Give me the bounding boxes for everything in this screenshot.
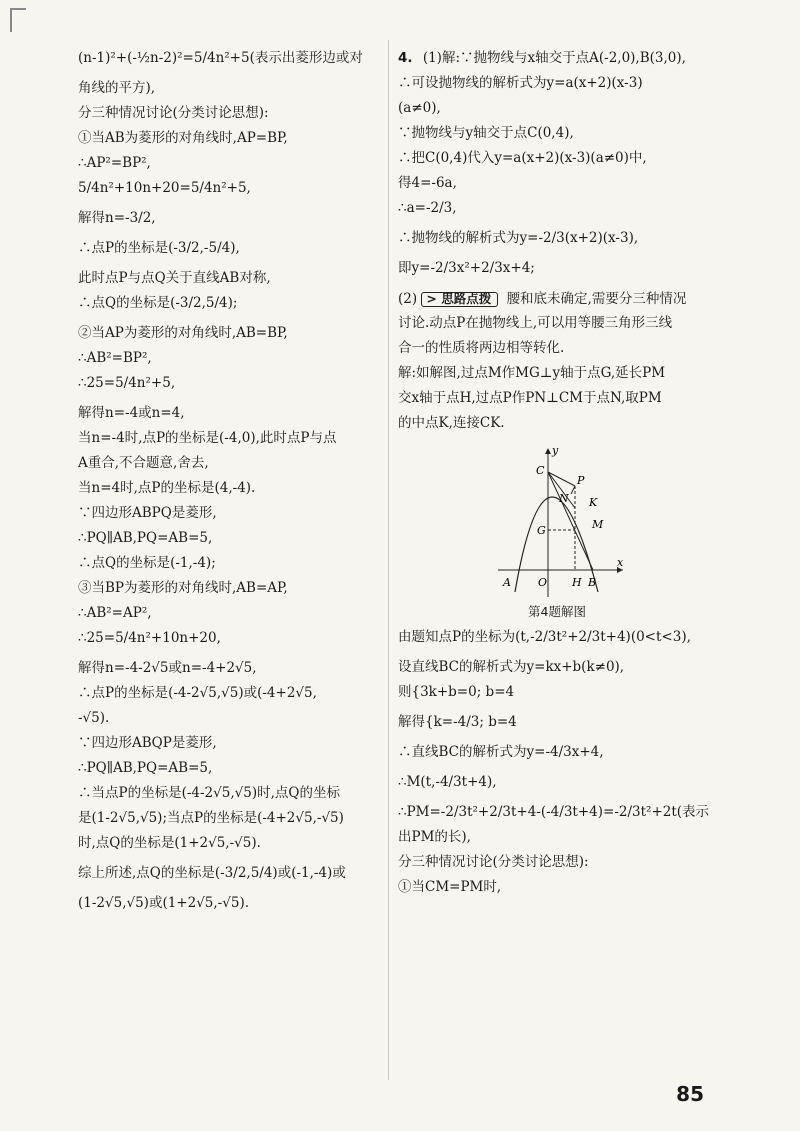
text-line: 得4=-6a, [398,175,457,191]
text-line: 综上所述,点Q的坐标是(-3/2,5/4)或(-1,-4)或 [78,865,346,881]
text-line: ∴M(t,-4/3t+4), [398,773,497,790]
page-number: 85 [676,1082,704,1106]
label-b: B [588,576,597,589]
text-line: 是(1-2√5,√5);当点P的坐标是(-4+2√5,-√5) [78,810,344,826]
line-cb [548,472,593,570]
text-line: ∵四边形ABQP是菱形, [78,735,217,751]
text-line: 腰和底未确定,需要分三种情况 [506,291,687,307]
text-line: ③当BP为菱形的对角线时,AB=AP, [78,580,288,596]
text-line: ∴当点P的坐标是(-4-2√5,√5)时,点Q的坐标 [78,785,340,801]
text-line: ∴AB²=BP², [78,350,152,366]
text-line: ∴PM=-2/3t²+2/3t+4-(-4/3t+4)=-2/3t²+2t(表示 [398,803,710,820]
text-line: (n-1)²+(-½n-2)²=5/4n²+5(表示出菱形边或对 [78,50,363,66]
left-column [78,52,383,922]
parabola-curve [515,497,598,592]
label-n: N [559,492,569,505]
label-c: C [536,464,545,477]
text-line: 角线的平方), [78,80,156,96]
text-line: ②当AP为菱形的对角线时,AB=BP, [78,325,288,341]
text-line: ∴PQ∥AB,PQ=AB=5, [78,760,213,776]
label-p: P [577,474,585,487]
question-number: 4. [398,50,413,66]
label-m: M [592,518,604,531]
label-h: H [572,576,582,589]
text-line: 解得n=-4-2√5或n=-4+2√5, [78,660,257,676]
text-line: (a≠0), [398,100,441,116]
text-line: ∴AP²=BP², [78,155,151,171]
text-line: ∴把C(0,4)代入y=a(x+2)(x-3)(a≠0)中, [398,150,647,166]
label-g: G [537,524,546,537]
text-line: 分三种情况讨论(分类讨论思想): [398,853,589,870]
label-a: A [503,576,511,589]
text-line: 出PM的长), [398,828,471,845]
line-cp [548,472,575,486]
text-line: 解:如解图,过点M作MG⊥y轴于点G,延长PM [398,365,666,381]
text-line: ∴25=5/4n²+10n+20, [78,630,221,646]
text-line: 解得n=-4或n=4, [78,405,185,421]
right-column [398,52,716,906]
text-line: 此时点P与点Q关于直线AB对称, [78,270,271,286]
line-pn [571,486,575,494]
text-line: 的中点K,连接CK. [398,415,505,431]
label-x: x [617,556,624,569]
text-line: ①当CM=PM时, [398,878,502,895]
text-line: 讨论.动点P在抛物线上,可以用等腰三角形三线 [398,315,673,331]
text-line: 交x轴于点H,过点P作PN⊥CM于点N,取PM [398,390,662,406]
text-line: -√5). [78,710,110,726]
hint-badge: > 思路点拨 [421,292,498,307]
text-line: ∴直线BC的解析式为y=-4/3x+4, [398,743,604,760]
text-line: ∴25=5/4n²+5, [78,375,176,391]
text-line: ∴a=-2/3, [398,200,457,216]
text-line: 则{3k+b=0; b=4 [398,683,515,700]
text-line: ∴点Q的坐标是(-1,-4); [78,555,216,571]
text-line: 设直线BC的解析式为y=kx+b(k≠0), [398,658,625,675]
solution-figure [398,442,716,602]
text-line: 解得n=-3/2, [78,210,156,226]
hint-badge-label: 思路点拨 [441,291,492,306]
text-line: ∴PQ∥AB,PQ=AB=5, [78,530,213,546]
parabola-diagram [493,442,633,602]
text-line: 分三种情况讨论(分类讨论思想): [78,105,269,121]
text-line: 5/4n²+10n+20=5/4n²+5, [78,180,251,196]
text-line: 即y=-2/3x²+2/3x+4; [398,260,535,276]
text-line: A重合,不合题意,舍去, [78,455,209,471]
text-line: ∴AB²=AP², [78,605,152,621]
label-k: K [589,496,598,509]
y-axis-arrow [545,448,551,454]
part-label: (2) [398,291,418,307]
text-line: 时,点Q的坐标是(1+2√5,-√5). [78,835,261,851]
text-line: 由题知点P的坐标为(t,-2/3t²+2/3t+4)(0<t<3), [398,628,691,645]
text-line: ∵抛物线与y轴交于点C(0,4), [398,125,574,141]
text-line: (1)解:∵抛物线与x轴交于点A(-2,0),B(3,0), [422,50,686,66]
text-line: ∴可设抛物线的解析式为y=a(x+2)(x-3) [398,75,643,91]
label-y: y [552,444,559,457]
label-o: O [538,576,548,589]
text-line: 当n=4时,点P的坐标是(4,-4). [78,480,256,496]
text-line: (1-2√5,√5)或(1+2√5,-√5). [78,895,249,911]
text-line: ∴点P的坐标是(-3/2,-5/4), [78,240,240,256]
column-divider [388,40,389,1080]
text-line: ∵四边形ABPQ是菱形, [78,505,217,521]
text-line: 当n=-4时,点P的坐标是(-4,0),此时点P与点 [78,430,337,446]
text-line: ∴点P的坐标是(-4-2√5,√5)或(-4+2√5, [78,685,317,701]
text-line: 解得{k=-4/3; b=4 [398,713,517,730]
text-line: ∴点Q的坐标是(-3/2,5/4); [78,295,238,311]
text-line: 合一的性质将两边相等转化. [398,340,565,356]
text-line: ∴抛物线的解析式为y=-2/3(x+2)(x-3), [398,230,639,246]
text-line: ①当AB为菱形的对角线时,AP=BP, [78,130,288,146]
figure-caption: 第4题解图 [528,604,586,619]
page-corner-mark [10,8,26,32]
